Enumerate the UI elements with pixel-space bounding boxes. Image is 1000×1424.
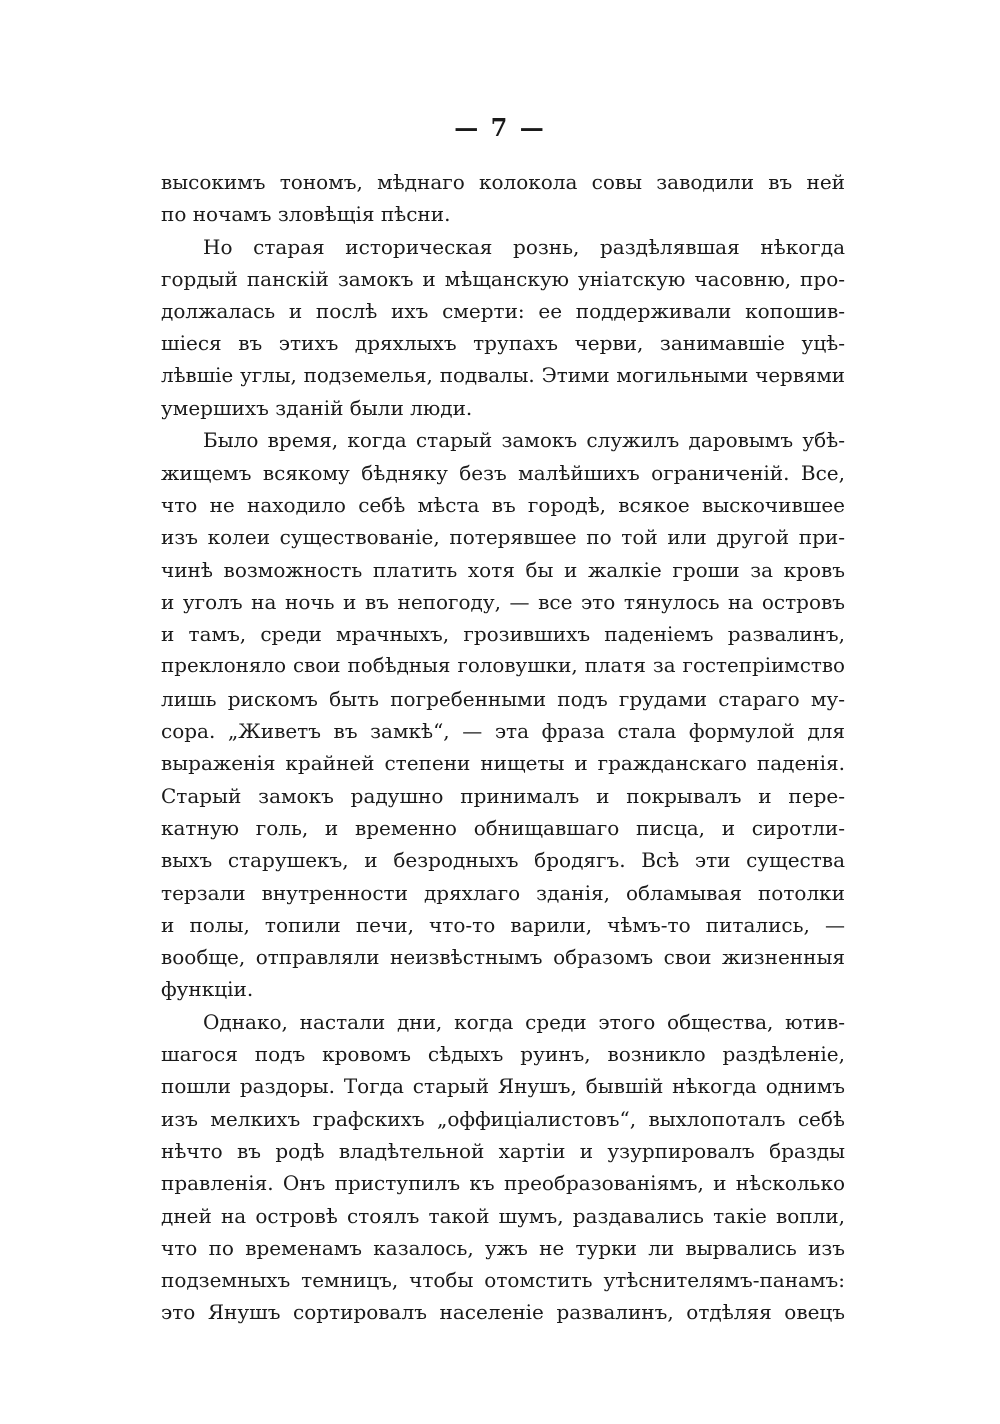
- text-line: вообще, отправляли неизвѣстнымъ образомъ свои жизненныя: [161, 945, 845, 970]
- text-line: и тамъ, среди мрачныхъ, грозившихъ паденіемъ развалинъ,: [161, 622, 845, 647]
- text-line: чинѣ возможность платить хотя бы и жалкіе гроши за кровъ: [161, 557, 845, 582]
- text-line: Было время, когда старый замокъ служилъ даровымъ убѣ-: [203, 428, 845, 453]
- text-line: подземныхъ темницъ, чтобы отомстить утѣснителямъ-панамъ:: [161, 1268, 845, 1293]
- text-line: нѣчто въ родѣ владѣтельной хартіи и узурпировалъ бразды: [161, 1138, 845, 1163]
- page-number: — 7 —: [454, 113, 546, 142]
- text-line: лишь рискомъ быть погребенными подъ грудами стараго му-: [161, 686, 845, 711]
- text-line: Старый замокъ радушно принималъ и покрывалъ и пере-: [161, 783, 845, 808]
- text-line: правленія. Онъ приступилъ къ преобразованіямъ, и нѣсколько: [161, 1171, 845, 1196]
- text-line: шіеся въ этихъ дряхлыхъ трупахъ черви, занимавшіе уцѣ-: [161, 331, 845, 356]
- text-line: функціи.: [161, 977, 254, 1002]
- text-line: выраженія крайней степени нищеты и гражданскаго паденія.: [161, 751, 845, 776]
- text-line: что не находило себѣ мѣста въ городѣ, всякое выскочившее: [161, 492, 845, 517]
- paragraph-4: [161, 1006, 845, 1329]
- text-line: должалась и послѣ ихъ смерти: ее поддерживали копошив-: [161, 299, 845, 324]
- text-line: жищемъ всякому бѣдняку безъ малѣйшихъ ограниченій. Все,: [161, 460, 845, 485]
- text-line: Однако, настали дни, когда среди этого общества, ютив-: [203, 1009, 845, 1034]
- text-line: выхъ старушекъ, и безродныхъ бродягъ. Всѣ эти существа: [161, 848, 845, 873]
- text-line: изъ мелкихъ графскихъ „оффиціалистовъ“, выхлопоталъ себѣ: [161, 1106, 845, 1131]
- text-line: это Янушъ сортировалъ населеніе развалинъ, отдѣляя овецъ: [161, 1300, 845, 1325]
- text-line: Но старая историческая рознь, раздѣлявшая нѣкогда: [203, 234, 845, 259]
- paragraph-2: [161, 231, 845, 425]
- text-line: и полы, топили печи, что-то варили, чѣмъ-то питались, —: [161, 912, 845, 937]
- text-line: гордый панскій замокъ и мѣщанскую уніатскую часовню, про-: [161, 266, 845, 291]
- text-line: по ночамъ зловѣщія пѣсни.: [161, 202, 451, 227]
- text-line: шагося подъ кровомъ сѣдыхъ руинъ, возникло раздѣленіе,: [161, 1042, 845, 1067]
- text-line: терзали внутренности дряхлаго зданія, обламывая потолки: [161, 880, 845, 905]
- text-line: дней на островѣ стоялъ такой шумъ, раздавались такіе вопли,: [161, 1203, 845, 1228]
- text-line: сора. „Живетъ въ замкѣ“, — эта фраза стала формулой для: [161, 719, 845, 744]
- text-line: изъ колеи существованіе, потерявшее по той или другой при-: [161, 525, 845, 550]
- text-line: и уголъ на ночь и въ непогоду, — все это тянулось на островъ: [161, 589, 845, 614]
- text-line: катную голь, и временно обнищавшаго писца, и сиротли-: [161, 815, 845, 840]
- text-line: умершихъ зданій были люди.: [161, 396, 473, 421]
- text-line: что по временамъ казалось, ужъ не турки ли вырвались изъ: [161, 1235, 845, 1260]
- paragraph-1: [161, 166, 845, 231]
- body-text: [161, 166, 845, 1329]
- text-line: лѣвшіе углы, подземелья, подвалы. Этими могильными червями: [161, 363, 845, 387]
- text-line: высокимъ тономъ, мѣднаго колокола совы заводили въ ней: [161, 170, 845, 194]
- paragraph-3: [161, 424, 845, 1005]
- text-line: пошли раздоры. Тогда старый Янушъ, бывшій нѣкогда однимъ: [161, 1074, 845, 1099]
- text-line: преклоняло свои побѣдныя головушки, платя за гостепріимство: [161, 654, 845, 678]
